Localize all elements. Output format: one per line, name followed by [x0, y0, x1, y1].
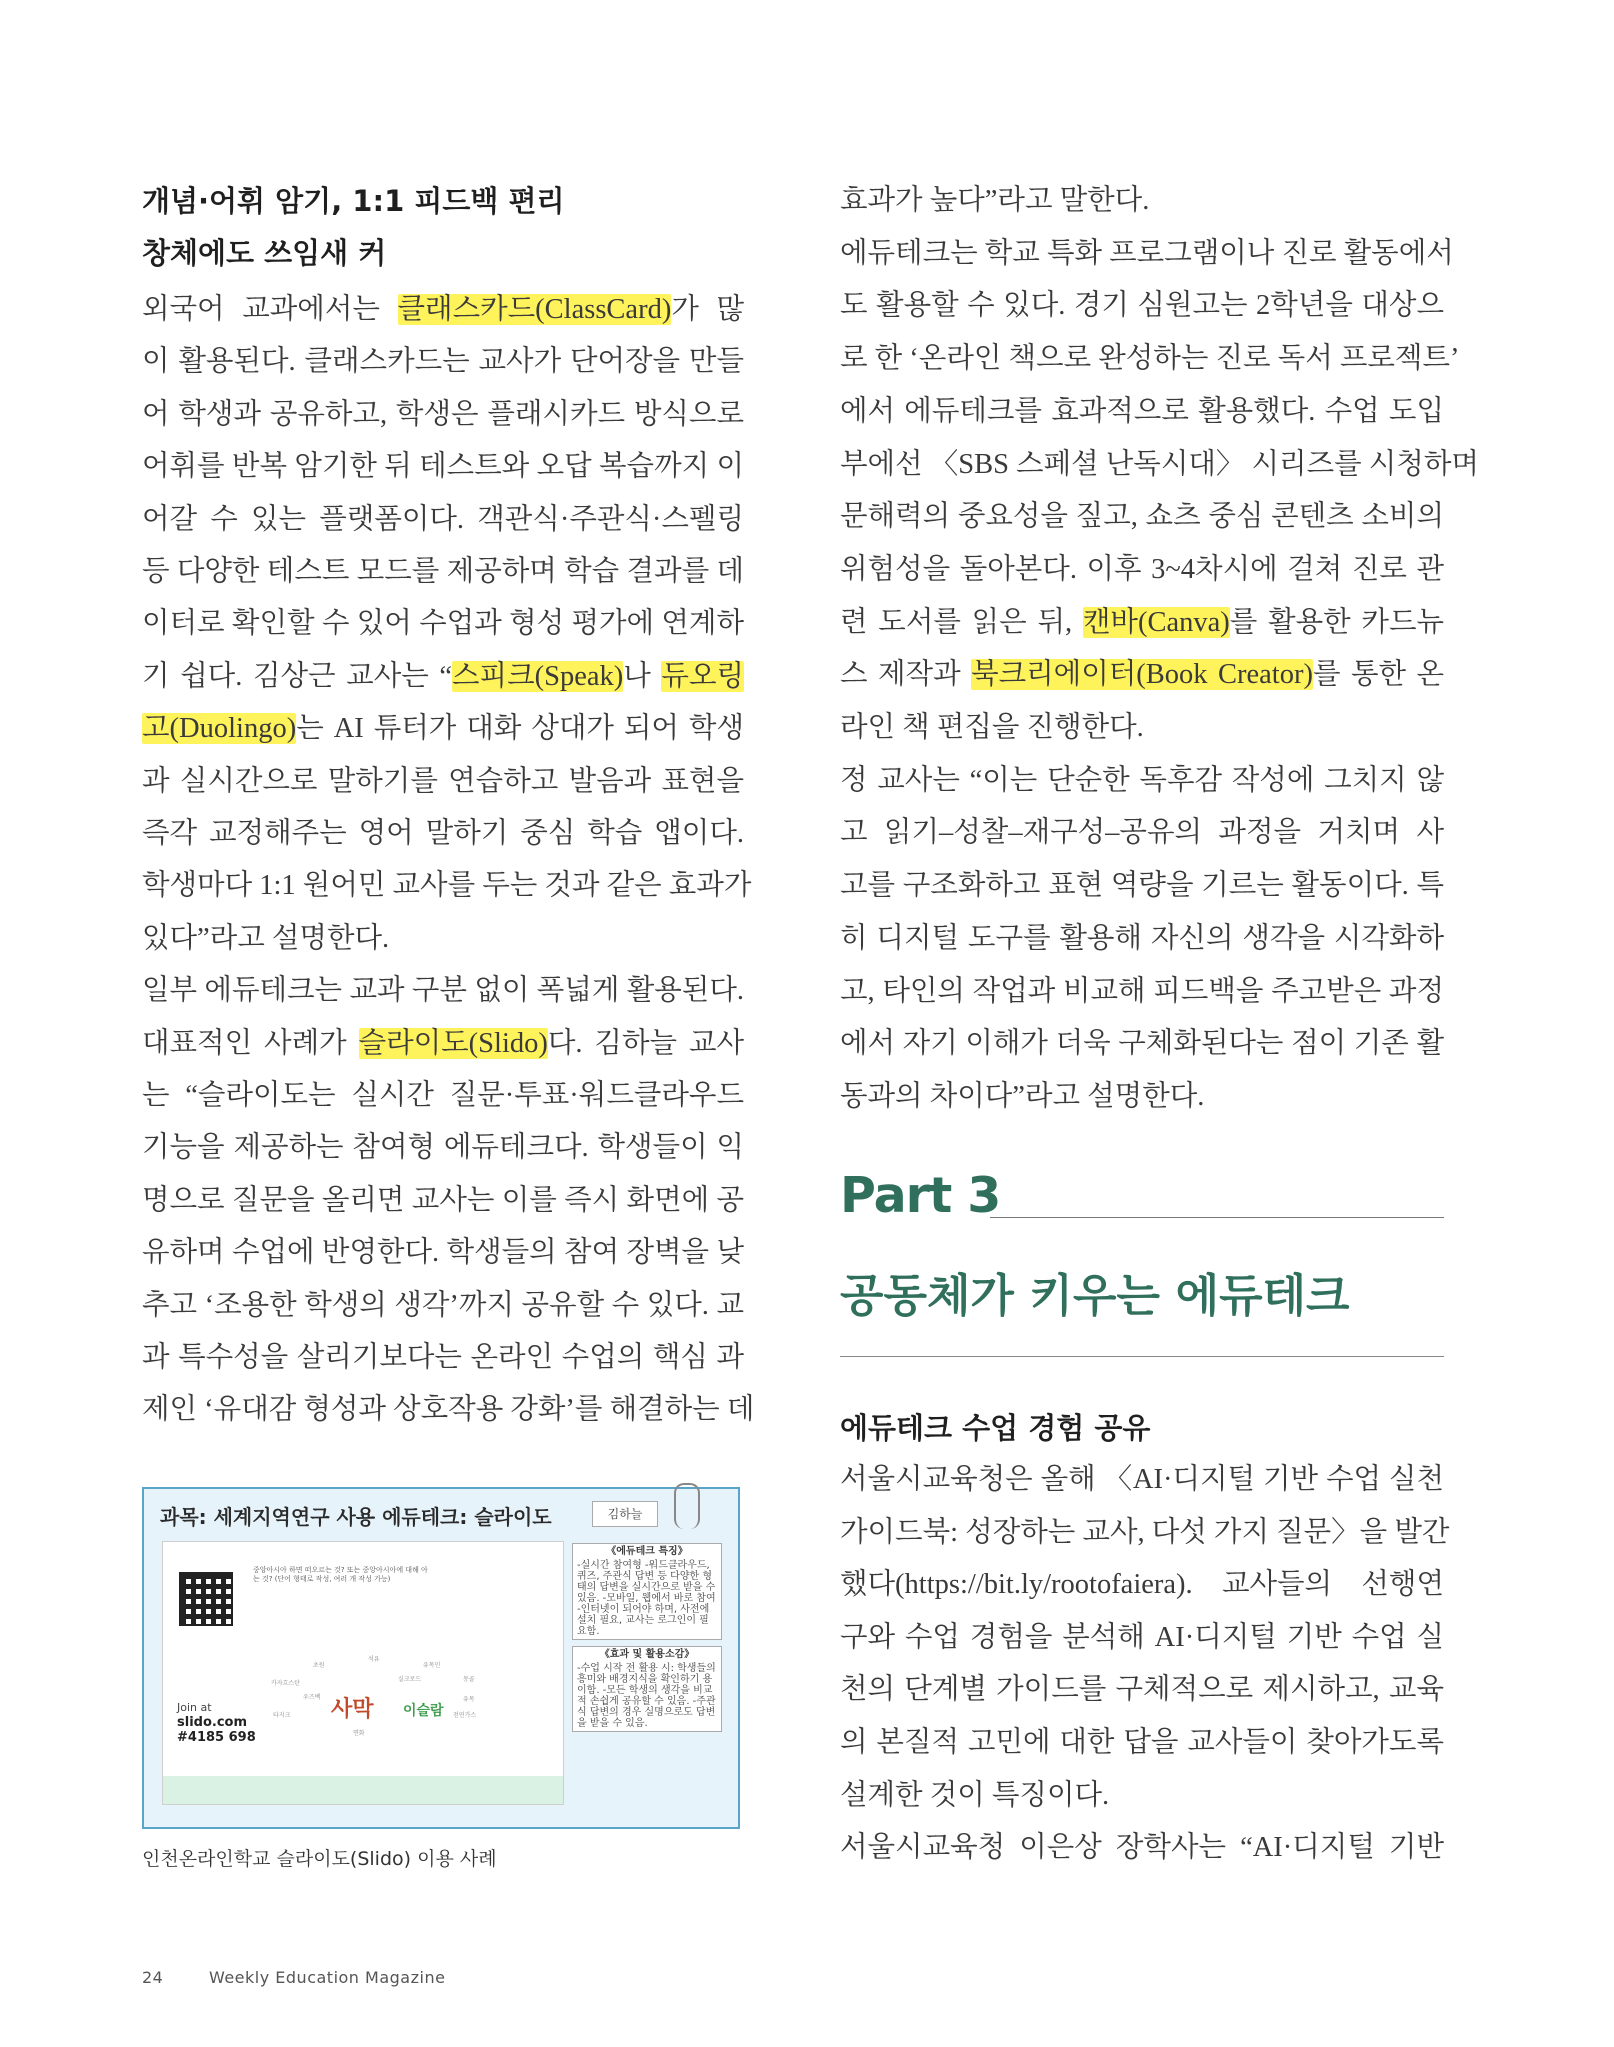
word-cloud-main: 사막 — [331, 1697, 374, 1722]
right-bottom-line-8: 서울시교육청 이은상 장학사는 “AI·디지털 기반 — [840, 1832, 1444, 1864]
right-top-line-17: 에서 자기 이해가 더욱 구체화된다는 점이 기존 활 — [840, 1028, 1444, 1060]
section-divider — [840, 1356, 1444, 1357]
left-line-2: 이 활용된다. 클래스카드는 교사가 단어장을 만들 — [142, 346, 744, 378]
left-line-12: 학생마다 1:1 원어민 교사를 두는 것과 같은 효과가 — [142, 870, 752, 902]
magazine-name: Weekly Education Magazine — [208, 1968, 446, 1987]
left-line-15: 대표적인 사례가 슬라이도(Slido)다. 김하늘 교사 — [142, 1027, 745, 1059]
subhead-1: 개념·어휘 암기, 1:1 피드백 편리 — [142, 184, 565, 218]
part-label: Part 3 — [840, 1167, 1001, 1224]
left-line-16: 는 “슬라이도는 실시간 질문·투표·워드클라우드 — [142, 1080, 744, 1111]
qr-code-icon — [179, 1572, 233, 1626]
left-line-7: 이터로 확인할 수 있어 수업과 형성 평가에 연계하 — [142, 608, 744, 640]
left-line-5: 어갈 수 있는 플랫폼이다. 객관식·주관식·스펠링 — [142, 503, 744, 535]
join-site: slido.com — [177, 1715, 248, 1730]
right-bottom-line-5: 천의 단계별 가이드를 구체적으로 제시하고, 교육 — [840, 1674, 1444, 1706]
teacher-name-tag: 김하늘 — [592, 1501, 658, 1527]
join-code: #4185 698 — [177, 1730, 256, 1745]
highlighted-term: 캔바(Canva) — [1082, 606, 1230, 638]
slido-screen — [162, 1541, 564, 1805]
left-line-20: 추고 ‘조용한 학생의 생각’까지 공유할 수 있다. 교 — [142, 1289, 744, 1321]
word-cloud-word: 실크로드 — [398, 1676, 422, 1683]
figure-notes — [572, 1543, 722, 1738]
right-bottom-line-2: 가이드북: 성장하는 교사, 다섯 가지 질문〉을 발간 — [840, 1516, 1450, 1548]
right-bottom-line-4: 구와 수업 경험을 분석해 AI·디지털 기반 수업 실 — [840, 1621, 1444, 1653]
figure-caption: 인천온라인학교 슬라이도(Slido) 이용 사례 — [142, 1848, 497, 1870]
right-top-line-3: 도 활용할 수 있다. 경기 심원고는 2학년을 대상으 — [840, 290, 1444, 322]
left-line-17: 기능을 제공하는 참여형 에듀테크다. 학생들이 익 — [142, 1132, 744, 1164]
page-number: 24 — [142, 1968, 164, 1987]
paper-clip-icon — [674, 1483, 700, 1529]
right-top-line-7: 문해력의 중요성을 짚고, 쇼츠 중심 콘텐츠 소비의 — [840, 501, 1444, 533]
right-top-line-16: 고, 타인의 작업과 비교해 피드백을 주고받은 과정 — [840, 975, 1444, 1007]
part-divider — [990, 1217, 1444, 1218]
slido-join-info — [177, 1700, 256, 1745]
word-cloud-word: 석유 — [368, 1656, 380, 1663]
right-bottom-line-1: 서울시교육청은 올해 〈AI·디지털 기반 수업 실천 — [840, 1464, 1444, 1495]
word-cloud-word: 타지크 — [273, 1712, 291, 1719]
left-line-14: 일부 에듀테크는 교과 구분 없이 폭넓게 활용된다. — [142, 975, 744, 1007]
notes-effects-text: -수업 시작 전 활용 시: 학생들의 흥미와 배경지식을 확인하기 용이함. -모든 학생의 생각을 비교적 손쉽게 공유할 수 있음. -주관식 답변의 경우 실명으로도 답변을 받을 수 있음. — [577, 1663, 716, 1729]
right-top-line-5: 에서 에듀테크를 효과적으로 활용했다. 수업 도입 — [840, 395, 1444, 427]
right-top-line-6: 부에선 〈SBS 스페셜 난독시대〉 시리즈를 시청하며 — [840, 448, 1479, 480]
right-top-line-9: 련 도서를 읽은 뒤, 캔바(Canva)를 활용한 카드뉴 — [840, 606, 1445, 638]
right-top-line-2: 에듀테크는 학교 특화 프로그램이나 진로 활동에서 — [840, 237, 1454, 269]
right-bottom-line-7: 설계한 것이 특징이다. — [840, 1779, 1110, 1811]
left-line-22: 제인 ‘유대감 형성과 상호작용 강화’를 해결하는 데 — [142, 1394, 755, 1426]
highlighted-term: 듀오링 — [661, 660, 745, 692]
left-line-6: 등 다양한 테스트 모드를 제공하며 학습 결과를 데 — [142, 556, 744, 587]
right-top-line-12: 정 교사는 “이는 단순한 독후감 작성에 그치지 않 — [840, 764, 1444, 796]
highlighted-term: 고(Duolingo) — [142, 713, 297, 745]
word-cloud-word: 유목민 — [423, 1662, 441, 1669]
left-line-11: 즉각 교정해주는 영어 말하기 중심 학습 앱이다. — [142, 818, 744, 849]
section-title: 공동체가 키우는 에듀테크 — [840, 1269, 1350, 1322]
word-cloud-word: 우즈벡 — [303, 1694, 321, 1701]
highlighted-term: 북크리에이터(Book Creator) — [971, 659, 1313, 691]
word-cloud-sub: 이슬람 — [403, 1703, 444, 1719]
left-line-9: 고(Duolingo)는 AI 튜터가 대화 상대가 되어 학생 — [142, 713, 744, 745]
word-cloud-word: 유목 — [463, 1696, 475, 1703]
left-line-19: 유하며 수업에 반영한다. 학생들의 참여 장벽을 낮 — [142, 1237, 744, 1269]
notes-effects-title: 《효과 및 활용소감》 — [599, 1649, 695, 1660]
right-bottom-line-3: 했다(https://bit.ly/rootofaiera). 교사들의 선행연 — [840, 1569, 1444, 1601]
slido-question: 중앙아시아 하면 떠오르는 것? 또는 중앙아시아에 대해 아는 것? (단어 형태로 작성, 여러 개 작성 가능) — [253, 1566, 428, 1583]
notes-features — [572, 1543, 722, 1640]
notes-effects — [572, 1646, 722, 1732]
right-top-line-1: 효과가 높다”라고 말한다. — [840, 185, 1150, 216]
right-top-line-18: 동과의 차이다”라고 설명한다. — [840, 1080, 1205, 1112]
right-top-line-10: 스 제작과 북크리에이터(Book Creator)를 통한 온 — [840, 659, 1445, 691]
left-line-21: 과 특수성을 살리기보다는 온라인 수업의 핵심 과 — [142, 1342, 744, 1373]
highlighted-term: 클래스카드(ClassCard) — [397, 294, 672, 325]
right-top-line-14: 고를 구조화하고 표현 역량을 기르는 활동이다. 특 — [840, 870, 1444, 902]
notes-features-title: 《에듀테크 특징》 — [606, 1546, 688, 1557]
figure-title: 과목: 세계지역연구 사용 에듀테크: 슬라이도 — [160, 1505, 552, 1529]
word-cloud-word: 초원 — [313, 1662, 325, 1669]
word-cloud-word: 면화 — [353, 1730, 365, 1737]
left-line-4: 어휘를 반복 암기한 뒤 테스트와 오답 복습까지 이 — [142, 451, 744, 483]
right-top-line-15: 히 디지털 도구를 활용해 자신의 생각을 시각화하 — [840, 922, 1444, 954]
join-label: Join at — [177, 1701, 212, 1714]
left-line-3: 어 학생과 공유하고, 학생은 플래시카드 방식으로 — [142, 398, 744, 430]
slido-figure — [142, 1487, 740, 1829]
page-footer — [142, 1968, 485, 1987]
subhead-3: 에듀테크 수업 경험 공유 — [840, 1411, 1151, 1445]
left-line-18: 명으로 질문을 올리면 교사는 이를 즉시 화면에 공 — [142, 1184, 744, 1216]
highlighted-term: 스피크(Speak) — [452, 660, 624, 692]
right-top-line-8: 위험성을 돌아본다. 이후 3~4차시에 걸쳐 진로 관 — [840, 553, 1444, 585]
slido-footer-bar — [163, 1776, 563, 1804]
right-top-line-4: 로 한 ‘온라인 책으로 완성하는 진로 독서 프로젝트’ — [840, 343, 1460, 375]
left-line-13: 있다”라고 설명한다. — [142, 922, 390, 954]
word-cloud-word: 카자흐스탄 — [271, 1680, 300, 1687]
left-line-8: 기 쉽다. 김상근 교사는 “스피크(Speak)나 듀오링 — [142, 660, 745, 692]
word-cloud-word: 몽골 — [463, 1676, 475, 1683]
highlighted-term: 슬라이도(Slido) — [358, 1027, 548, 1059]
right-bottom-line-6: 의 본질적 고민에 대한 답을 교사들이 찾아가도록 — [840, 1727, 1444, 1758]
right-top-line-11: 라인 책 편집을 진행한다. — [840, 712, 1144, 743]
left-line-1: 외국어 교과에서는 클래스카드(ClassCard)가 많 — [142, 294, 745, 325]
right-top-line-13: 고 읽기–성찰–재구성–공유의 과정을 거치며 사 — [840, 817, 1444, 849]
left-line-10: 과 실시간으로 말하기를 연습하고 발음과 표현을 — [142, 765, 744, 797]
word-cloud-word: 천연가스 — [453, 1712, 477, 1719]
notes-features-text: -실시간 참여형 -워드클라우드, 퀴즈, 주관식 답변 등 다양한 형태의 답변을 실시간으로 받을 수 있음. -모바일, 웹에서 바로 참여 -인터넷이 되어야 하며, 사전에 설치 필요, 교사는 로그인이 필요함. — [577, 1560, 716, 1637]
subhead-2: 창체에도 쓰임새 커 — [142, 236, 387, 270]
